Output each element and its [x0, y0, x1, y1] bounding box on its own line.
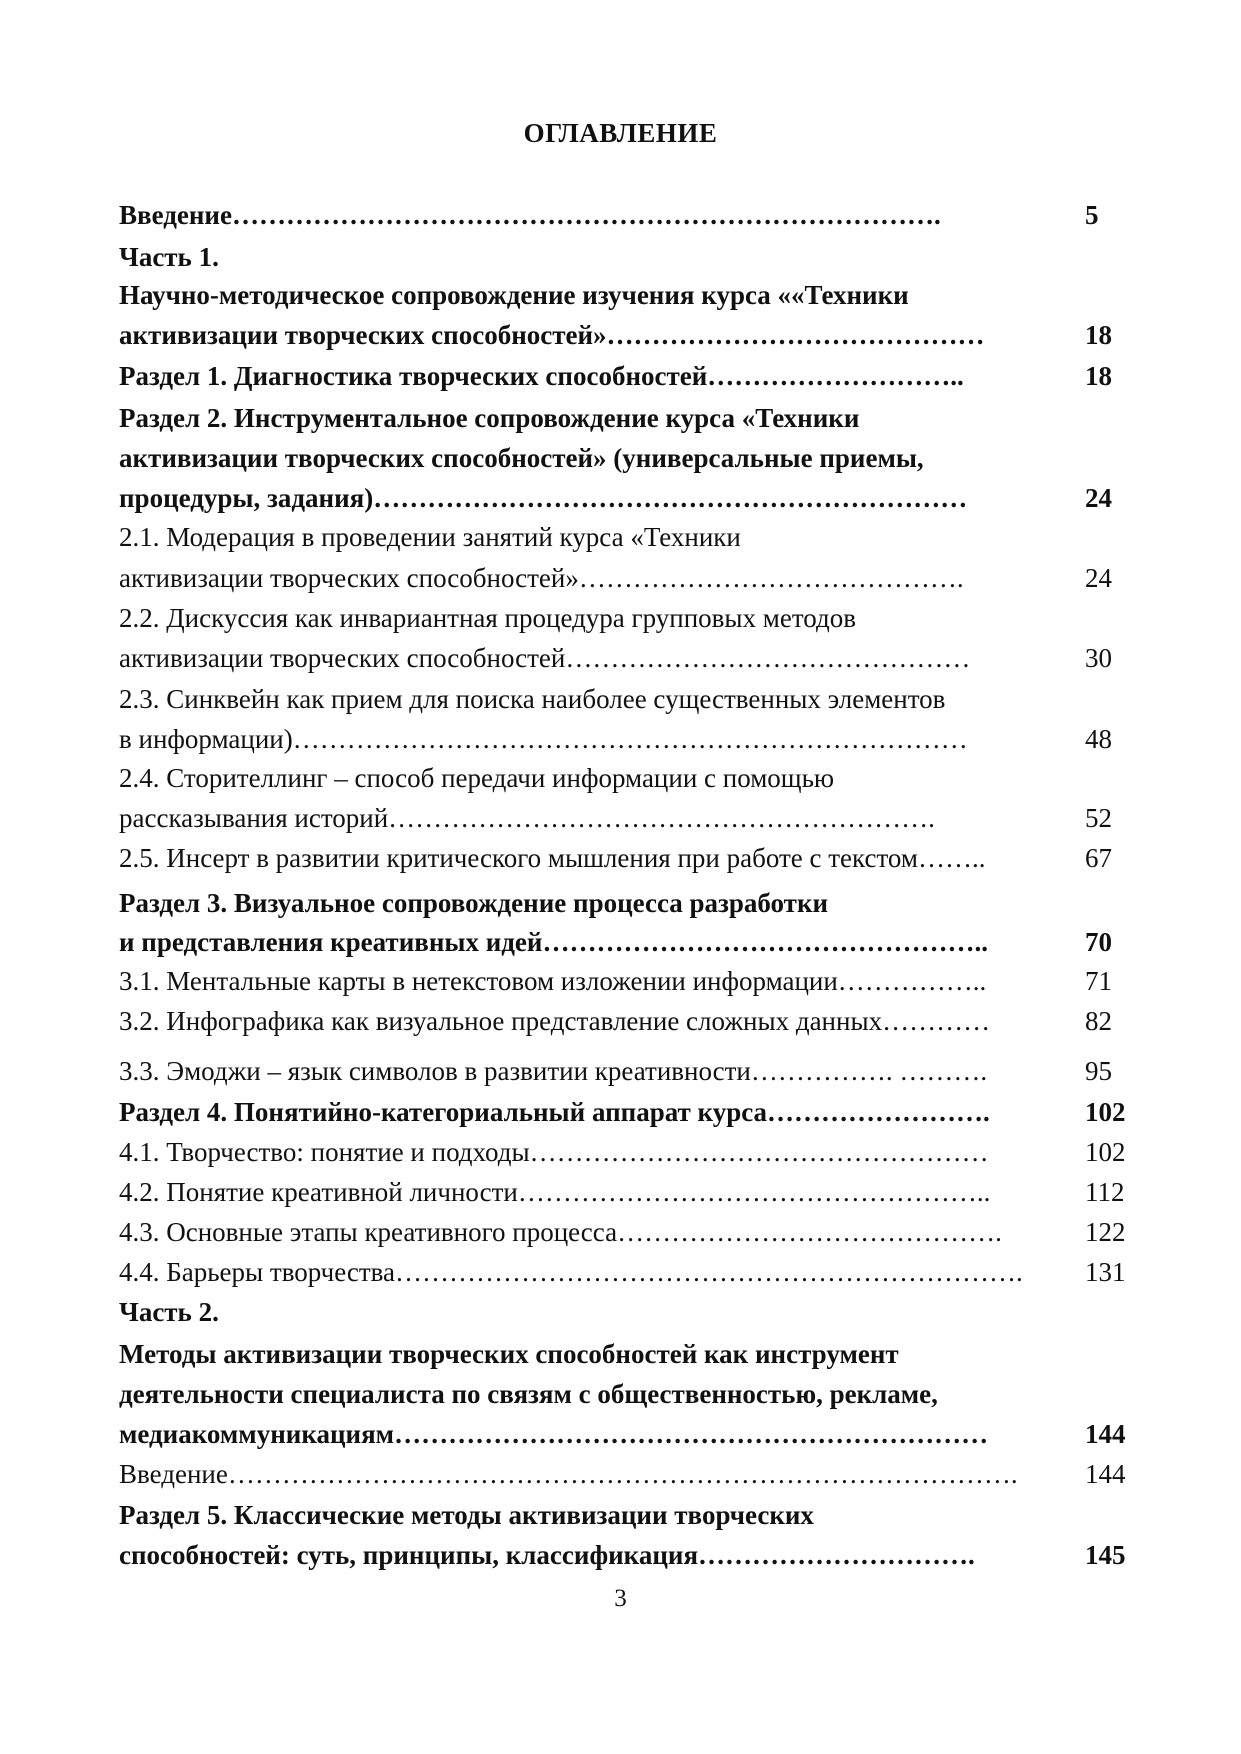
toc-entry-text: Раздел 1. Диагностика творческих способностей………………………..	[119, 361, 964, 391]
toc-entry-text: 2.4. Сторителлинг – способ передачи информации с помощью	[119, 763, 835, 793]
toc-entry-page: 52	[1085, 803, 1112, 833]
toc-entry	[119, 886, 1133, 920]
toc-entry	[119, 561, 1133, 595]
toc-entry	[119, 1337, 1133, 1371]
toc-entry-text: активизации творческих способностей»……………………………………	[119, 320, 985, 350]
page-title: ОГЛАВЛЕНИЕ	[523, 118, 718, 148]
toc-entry	[119, 722, 1133, 756]
toc-entry-text: Часть 1.	[119, 242, 219, 272]
toc-entry	[119, 198, 1133, 232]
toc-entry-text: Введение…………………………………………………………………………….	[119, 1459, 1018, 1489]
toc-entry	[119, 1054, 1133, 1088]
toc-entry-page: 70	[1085, 927, 1112, 957]
page-number: 3	[614, 1585, 627, 1612]
toc-entry-page: 30	[1085, 643, 1112, 673]
toc-entry	[119, 1538, 1133, 1572]
toc-entry	[119, 318, 1133, 352]
toc-entry-text: 3.1. Ментальные карты в нетекстовом изложении информации……………..	[119, 966, 987, 996]
toc-entry-text: 4.3. Основные этапы креативного процесса…………………………………….	[119, 1217, 1002, 1247]
toc-entry-page: 112	[1085, 1177, 1125, 1207]
toc-entry-text: Раздел 4. Понятийно-категориальный аппарат курса…………………….	[119, 1097, 990, 1127]
toc-entry	[119, 1457, 1133, 1491]
toc-entry-page: 95	[1085, 1056, 1112, 1086]
toc-entry-text: и представления креативных идей…………………………………………..	[119, 927, 988, 957]
toc-entry	[119, 240, 1133, 274]
toc-entry	[119, 1417, 1133, 1451]
toc-entry-page: 5	[1085, 200, 1099, 230]
toc-entry-page: 102	[1085, 1097, 1126, 1127]
toc-entry-text: 2.1. Модерация в проведении занятий курса «Техники	[119, 522, 741, 552]
toc-entry-text: процедуры, задания)…………………………………………………………	[119, 483, 968, 513]
toc-entry	[119, 1095, 1133, 1129]
toc-entry-page: 48	[1085, 724, 1112, 754]
toc-entry-text: рассказывания историй…………………………………………………….	[119, 803, 935, 833]
toc-entry-text: активизации творческих способностей» (универсальные приемы,	[119, 443, 924, 473]
toc-entry-text: 3.2. Инфографика как визуальное представление сложных данных…………	[119, 1006, 991, 1036]
toc-entry-text: 4.4. Барьеры творчества…………………………………………………………….	[119, 1257, 1023, 1287]
toc-entry-text: Раздел 5. Классические методы активизации творческих	[119, 1500, 814, 1530]
toc-entry	[119, 964, 1133, 998]
toc-entry-page: 18	[1085, 320, 1112, 350]
toc-entry	[119, 520, 1133, 554]
toc-entry	[119, 925, 1133, 959]
toc-entry-page: 102	[1085, 1137, 1126, 1167]
toc-entry-text: медиакоммуникациям…………………………………………………………	[119, 1419, 989, 1449]
toc-entry-page: 144	[1085, 1419, 1126, 1449]
toc-entry	[119, 401, 1133, 435]
toc-entry-page: 122	[1085, 1217, 1126, 1247]
toc-entry-page: 144	[1085, 1459, 1126, 1489]
toc-entry-page: 24	[1085, 563, 1112, 593]
toc-entry-text: в информации)…………………………………………………………………	[119, 724, 968, 754]
toc-entry-page: 18	[1085, 361, 1112, 391]
toc-entry-page: 67	[1085, 843, 1112, 873]
toc-entry-text: 4.2. Понятие креативной личности……………………………………………..	[119, 1177, 991, 1207]
toc-entry-text: Методы активизации творческих способностей как инструмент	[119, 1339, 899, 1369]
toc-entry	[119, 1295, 1133, 1329]
toc-entry	[119, 1004, 1133, 1038]
toc-entry	[119, 1175, 1133, 1209]
toc-entry-page: 24	[1085, 483, 1112, 513]
toc-entry-page: 71	[1085, 966, 1112, 996]
toc-entry-page: 131	[1085, 1257, 1126, 1287]
toc-entry	[119, 841, 1133, 875]
toc-entry-text: активизации творческих способностей………………………………………	[119, 643, 971, 673]
toc-entry	[119, 601, 1133, 635]
toc-entry	[119, 641, 1133, 675]
toc-entry-text: 2.3. Синквейн как прием для поиска наиболее существенных элементов	[119, 684, 946, 714]
toc-entry	[119, 481, 1133, 515]
toc-entry	[119, 1215, 1133, 1249]
toc-entry	[119, 1498, 1133, 1532]
toc-entry-text: 4.1. Творчество: понятие и подходы……………………………………………	[119, 1137, 989, 1167]
toc-entry-text: деятельности специалиста по связям с общественностью, рекламе,	[119, 1379, 938, 1409]
toc-entry-text: Раздел 3. Визуальное сопровождение процесса разработки	[119, 888, 829, 918]
toc-entry-page: 82	[1085, 1006, 1112, 1036]
toc-entry-text: активизации творческих способностей»…………………………………….	[119, 563, 964, 593]
toc-entry	[119, 1135, 1133, 1169]
toc-entry-text: способностей: суть, принципы, классификация………………………….	[119, 1540, 975, 1570]
toc-entry-text: 2.5. Инсерт в развитии критического мышления при работе с текстом……..	[119, 843, 986, 873]
toc-entry	[119, 359, 1133, 393]
toc-entry-text: Раздел 2. Инструментальное сопровождение курса «Техники	[119, 403, 860, 433]
toc-entry	[119, 1255, 1133, 1289]
toc-entry	[119, 761, 1133, 795]
toc-entry	[119, 801, 1133, 835]
toc-entry	[119, 441, 1133, 475]
toc-entry-text: 3.3. Эмоджи – язык символов в развитии креативности……………. ……….	[119, 1056, 988, 1086]
toc-entry-text: Часть 2.	[119, 1297, 219, 1327]
toc-entry-text: Введение…………………………………………………………………….	[119, 200, 941, 230]
toc-entry-text: 2.2. Дискуссия как инвариантная процедура групповых методов	[119, 603, 857, 633]
toc-entry-page: 145	[1085, 1540, 1126, 1570]
toc-entry	[119, 1377, 1133, 1411]
toc-entry	[119, 278, 1133, 312]
toc-entry-text: Научно-методическое сопровождение изучения курса ««Техники	[119, 280, 909, 310]
toc-entry	[119, 682, 1133, 716]
